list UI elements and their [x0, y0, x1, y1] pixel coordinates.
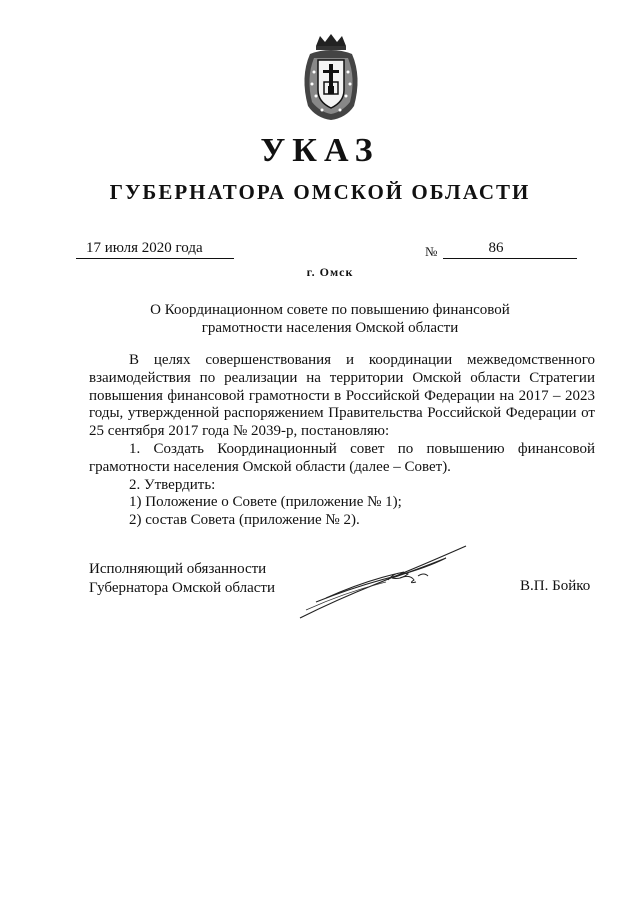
document-body [89, 352, 595, 530]
number-sign: № [425, 244, 438, 259]
signatory-name: В.П. Бойко [520, 578, 591, 594]
body-paragraph-preamble: В целях совершенствования и координации межведомственного взаимодействия по реализации на территории Омской области Стратегии повышения финансовой грамотности в Российской Федерации на 2017 – 2023 годы, утвержденной распоряжением Правительства Российской Федерации от 25 сентября 2017 года № 2039-р, постановляю: [89, 352, 595, 440]
document-subtitle: ГУБЕРНАТОРА ОМСКОЙ ОБЛАСТИ [109, 180, 531, 204]
document-date: 17 июля 2020 года [76, 239, 234, 259]
document-city: г. Омск [306, 265, 354, 279]
body-paragraph-subitem-1: 1) Положение о Совете (приложение № 1); [129, 494, 402, 511]
body-paragraph-item-2: 2. Утвердить: [129, 476, 216, 493]
heading-line-1: О Координационном совете по повышению финансовой [150, 302, 510, 318]
heading-line-2: грамотности населения Омской области [201, 320, 459, 336]
handwritten-signature [296, 540, 476, 624]
document-heading [0, 301, 640, 337]
body-paragraph-subitem-2: 2) состав Совета (приложение № 2). [129, 512, 360, 529]
document-title: УКАЗ [260, 132, 380, 169]
signatory-role-line-2: Губернатора Омской области [89, 580, 275, 596]
body-paragraph-item-1: 1. Создать Координационный совет по повышению финансовой грамотности населения Омской области (далее – Совет). [89, 440, 595, 475]
document-number: 86 [443, 239, 577, 259]
coat-of-arms-emblem [294, 32, 368, 122]
signatory-role-line-1: Исполняющий обязанности [89, 561, 267, 577]
signatory-role [89, 560, 275, 598]
